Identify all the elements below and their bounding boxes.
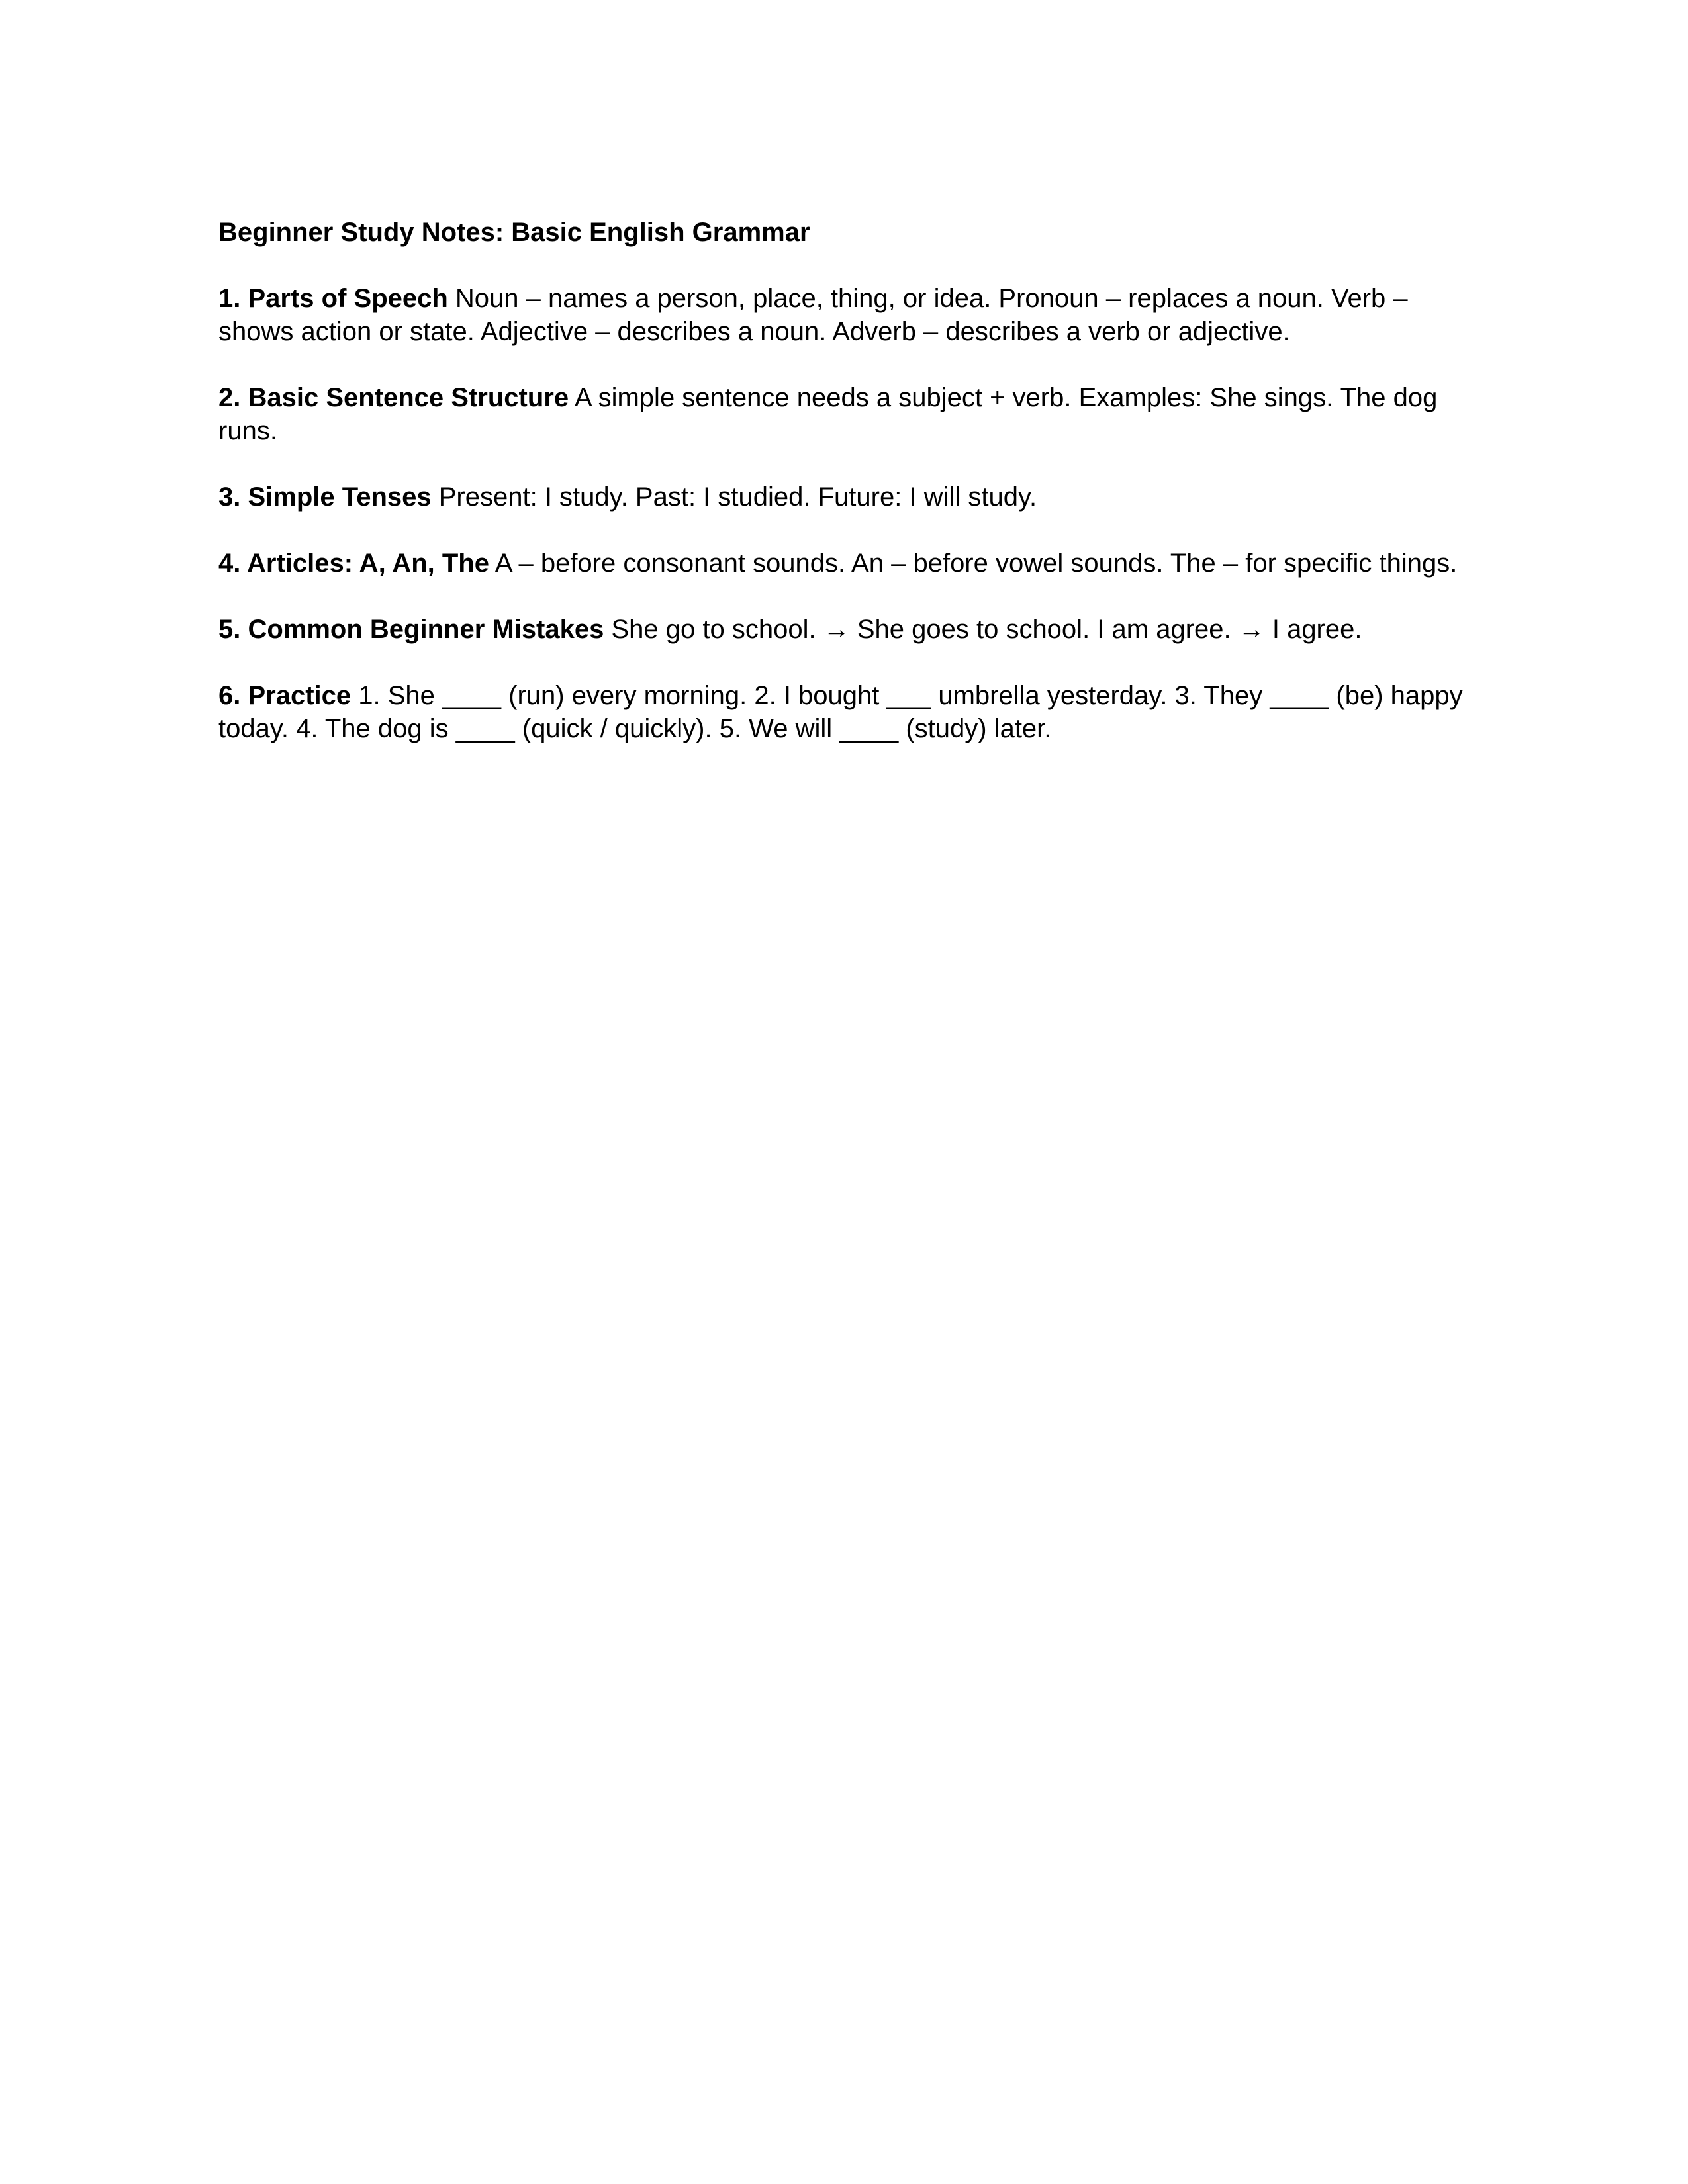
section-articles bbox=[218, 547, 1470, 580]
section-heading: 6. Practice bbox=[218, 681, 352, 710]
section-heading: 3. Simple Tenses bbox=[218, 482, 432, 512]
section-simple-tenses bbox=[218, 480, 1470, 514]
section-body: Noun – names a person, place, thing, or idea. Pronoun – replaces a noun. Verb – shows action or state. Adjective – describes a noun. Adverb – describes a verb or adjective. bbox=[218, 284, 1408, 346]
section-body: A simple sentence needs a subject + verb. Examples: She sings. The dog runs. bbox=[218, 383, 1438, 445]
section-practice bbox=[218, 679, 1470, 745]
section-common-beginner-mistakes bbox=[218, 613, 1470, 646]
section-body: 1. She ____ (run) every morning. 2. I bought ___ umbrella yesterday. 3. They ____ (be) happy today. 4. The dog is ____ (quick / quickly). 5. We will ____ (study) later. bbox=[218, 681, 1463, 743]
section-heading: 4. Articles: A, An, The bbox=[218, 549, 489, 578]
document-content bbox=[218, 216, 1470, 778]
section-heading: 5. Common Beginner Mistakes bbox=[218, 615, 604, 644]
section-body: A – before consonant sounds. An – before vowel sounds. The – for specific things. bbox=[494, 549, 1458, 578]
section-basic-sentence-structure bbox=[218, 381, 1470, 447]
section-body: Present: I study. Past: I studied. Future: I will study. bbox=[438, 482, 1037, 512]
document-title: Beginner Study Notes: Basic English Grammar bbox=[218, 218, 810, 247]
section-heading: 2. Basic Sentence Structure bbox=[218, 383, 569, 412]
section-heading: 1. Parts of Speech bbox=[218, 284, 448, 313]
section-body: She go to school. → She goes to school. I am agree. → I agree. bbox=[611, 615, 1362, 644]
section-parts-of-speech bbox=[218, 282, 1470, 348]
